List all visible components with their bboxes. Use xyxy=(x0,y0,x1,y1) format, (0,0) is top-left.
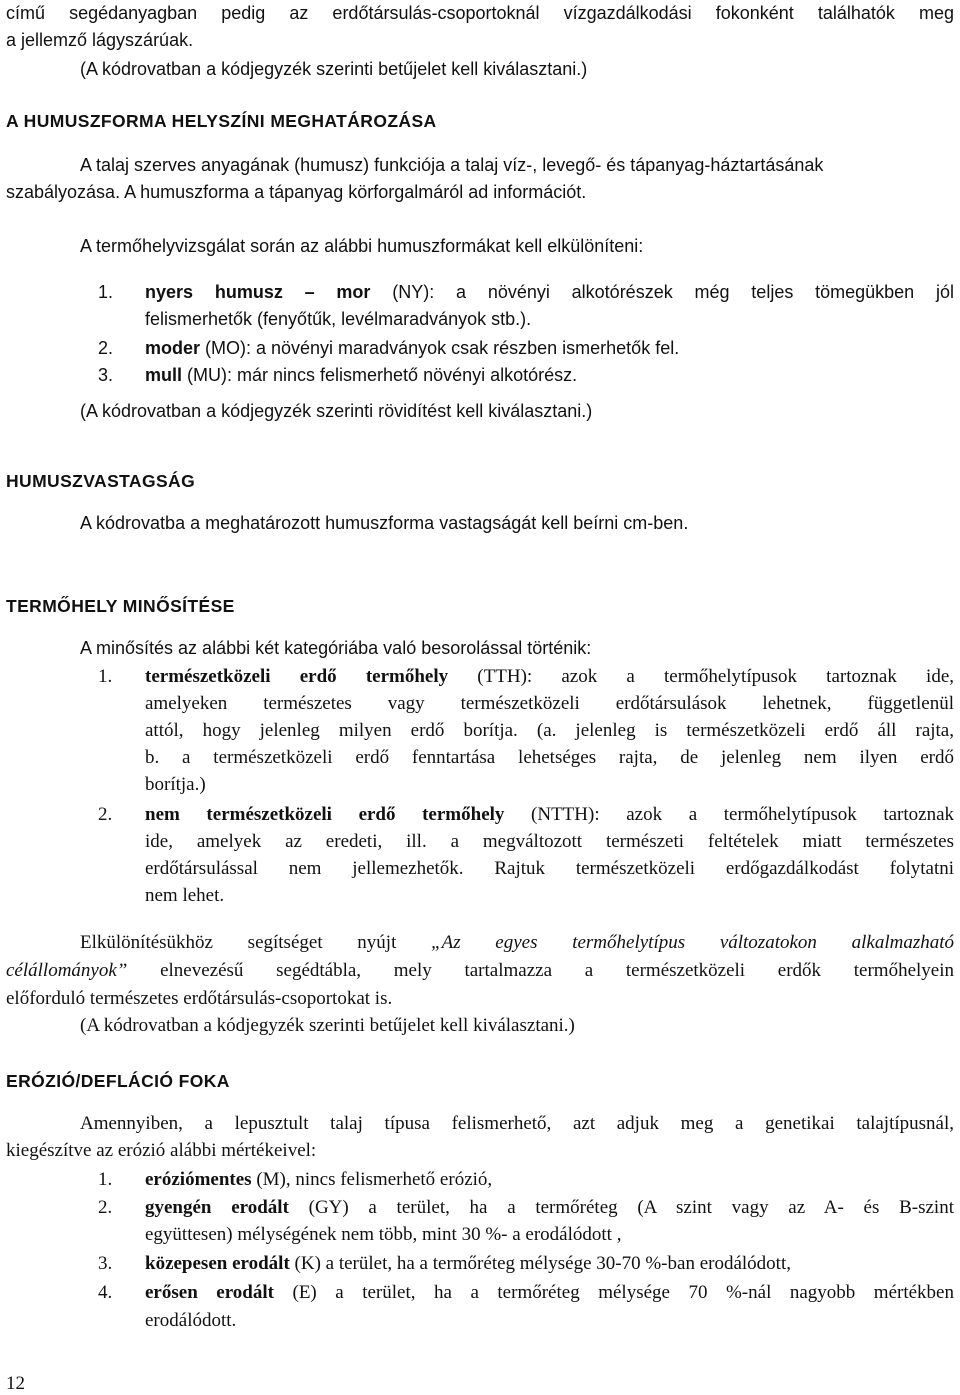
list-term: gyengén erodált xyxy=(145,1197,289,1218)
paragraph-line: Amennyiben, a lepusztult talaj típusa felismerhető, azt adjuk meg a genetikai talajtípusnál, xyxy=(80,1113,954,1134)
list-number: 3. xyxy=(98,365,114,385)
paragraph-line xyxy=(80,933,954,952)
list-item xyxy=(145,283,954,301)
list-item xyxy=(145,1198,954,1217)
paragraph-line: A talaj szerves anyagának (humusz) funkciója a talaj víz-, levegő- és tápanyag-háztartásának xyxy=(80,155,824,175)
section-heading-vastagsag: HUMUSZVASTAGSÁG xyxy=(6,471,196,491)
text: Elkülönítésükhöz segítséget nyújt xyxy=(80,932,432,953)
list-term: nem természetközeli erdő termőhely xyxy=(145,804,505,825)
list-item xyxy=(145,667,954,686)
list-item-cont: erdőtársulással nem jellemezhetők. Rajtuk természetközeli erdőgazdálkodást folytatni xyxy=(145,858,954,879)
list-item xyxy=(145,366,577,384)
intro-line: a jellemző lágyszárúak. xyxy=(6,30,194,50)
list-item-cont: ide, amelyek az eredeti, ill. a megváltozott természeti feltételek miatt természetes xyxy=(145,831,954,852)
italic-title: „Az egyes termőhelytípus változatokon alkalmazható xyxy=(431,932,954,953)
list-item-cont: együttesen) mélységének nem több, mint 30 %- a erodálódott , xyxy=(145,1224,622,1245)
list-number: 2. xyxy=(98,1197,113,1218)
list-item xyxy=(145,1170,492,1189)
intro-note: (A kódrovatban a kódjegyzék szerinti betűjelet kell kiválasztani.) xyxy=(80,59,588,79)
list-term: nyers humusz – mor xyxy=(145,282,371,302)
list-number: 4. xyxy=(98,1282,113,1303)
list-text: (GY) a terület, ha a termőréteg (A szint vagy az A- és B-szint xyxy=(288,1197,954,1218)
section-heading-minosites: TERMŐHELY MINŐSÍTÉSE xyxy=(6,596,235,616)
list-term: természetközeli erdő termőhely xyxy=(145,666,449,687)
list-text: (NTTH): azok a termőhelytípusok tartoznak xyxy=(504,804,955,825)
list-text: (MO): a növényi maradványok csak részben ismerhetők fel. xyxy=(200,338,680,358)
list-term: mull xyxy=(145,365,183,385)
list-text: (M), nincs felismerhető erózió, xyxy=(251,1169,493,1190)
list-item-cont: attól, hogy jelenleg milyen erdő borítja. (a. jelenleg is természetközeli erdő áll rajta, xyxy=(145,720,954,741)
list-text: (TTH): azok a termőhelytípusok tartoznak ide, xyxy=(448,666,954,687)
paragraph-line: kiegészítve az erózió alábbi mértékeivel: xyxy=(6,1140,317,1161)
note: (A kódrovatban a kódjegyzék szerinti betűjelet kell kiválasztani.) xyxy=(80,1015,575,1036)
paragraph: A minősítés az alábbi két kategóriába való besorolással történik: xyxy=(80,638,592,658)
paragraph-line: szabályozása. A humuszforma a tápanyag körforgalmáról ad információt. xyxy=(6,182,587,202)
list-term: erősen erodált xyxy=(145,1282,274,1303)
list-text: (MU): már nincs felismerhető növényi alkotórész. xyxy=(182,365,578,385)
paragraph-line: előforduló természetes erdőtársulás-csoportokat is. xyxy=(6,988,393,1009)
list-item xyxy=(145,339,679,357)
italic-title: célállományok” xyxy=(6,960,128,981)
list-text: (K) a terület, ha a termőréteg mélysége 30-70 %-ban erodálódott, xyxy=(289,1253,791,1274)
intro-line: című segédanyagban pedig az erdőtársulás-csoportoknál vízgazdálkodási fokonként találhatók meg xyxy=(6,3,954,23)
list-item-cont: nem lehet. xyxy=(145,885,225,906)
list-number: 1. xyxy=(98,666,113,687)
list-item xyxy=(145,1283,954,1302)
list-term: közepesen erodált xyxy=(145,1253,290,1274)
list-term: moder xyxy=(145,338,201,358)
list-item-cont: amelyeken természetes vagy természetközeli erdőtársulások lehetnek, függetlenül xyxy=(145,693,954,714)
paragraph: A termőhelyvizsgálat során az alábbi humuszformákat kell elkülöníteni: xyxy=(80,236,644,256)
list-text: (E) a terület, ha a termőréteg mélysége 70 %-nál nagyobb mértékben xyxy=(273,1282,954,1303)
list-number: 1. xyxy=(98,1169,113,1190)
list-item-cont: felismerhetők (fenyőtűk, levélmaradványok stb.). xyxy=(145,309,532,329)
list-number: 3. xyxy=(98,1253,113,1274)
list-item xyxy=(145,805,954,824)
paragraph-line xyxy=(6,961,954,980)
list-term: eróziómentes xyxy=(145,1169,252,1190)
list-number: 2. xyxy=(98,338,114,358)
list-number: 2. xyxy=(98,804,113,825)
section-heading-erozio: ERÓZIÓ/DEFLÁCIÓ FOKA xyxy=(6,1071,230,1091)
list-number: 1. xyxy=(98,282,114,302)
paragraph: A kódrovatba a meghatározott humuszforma vastagságát kell beírni cm-ben. xyxy=(80,513,689,533)
section-heading-humusz: A HUMUSZFORMA HELYSZÍNI MEGHATÁROZÁSA xyxy=(6,111,437,131)
note: (A kódrovatban a kódjegyzék szerinti rövidítést kell kiválasztani.) xyxy=(80,401,593,421)
list-item-cont: b. a természetközeli erdő fenntartása lehetséges rajta, de jelenleg nem ilyen erdő xyxy=(145,747,954,768)
page-number: 12 xyxy=(6,1373,25,1394)
list-item xyxy=(145,1254,791,1273)
list-item-cont: borítja.) xyxy=(145,774,206,795)
text: elnevezésű segédtábla, mely tartalmazza a természetközeli erdők termőhelyein xyxy=(160,960,955,981)
list-text: (NY): a növényi alkotórészek még teljes tömegükben jól xyxy=(370,282,954,302)
list-item-cont: erodálódott. xyxy=(145,1310,237,1331)
